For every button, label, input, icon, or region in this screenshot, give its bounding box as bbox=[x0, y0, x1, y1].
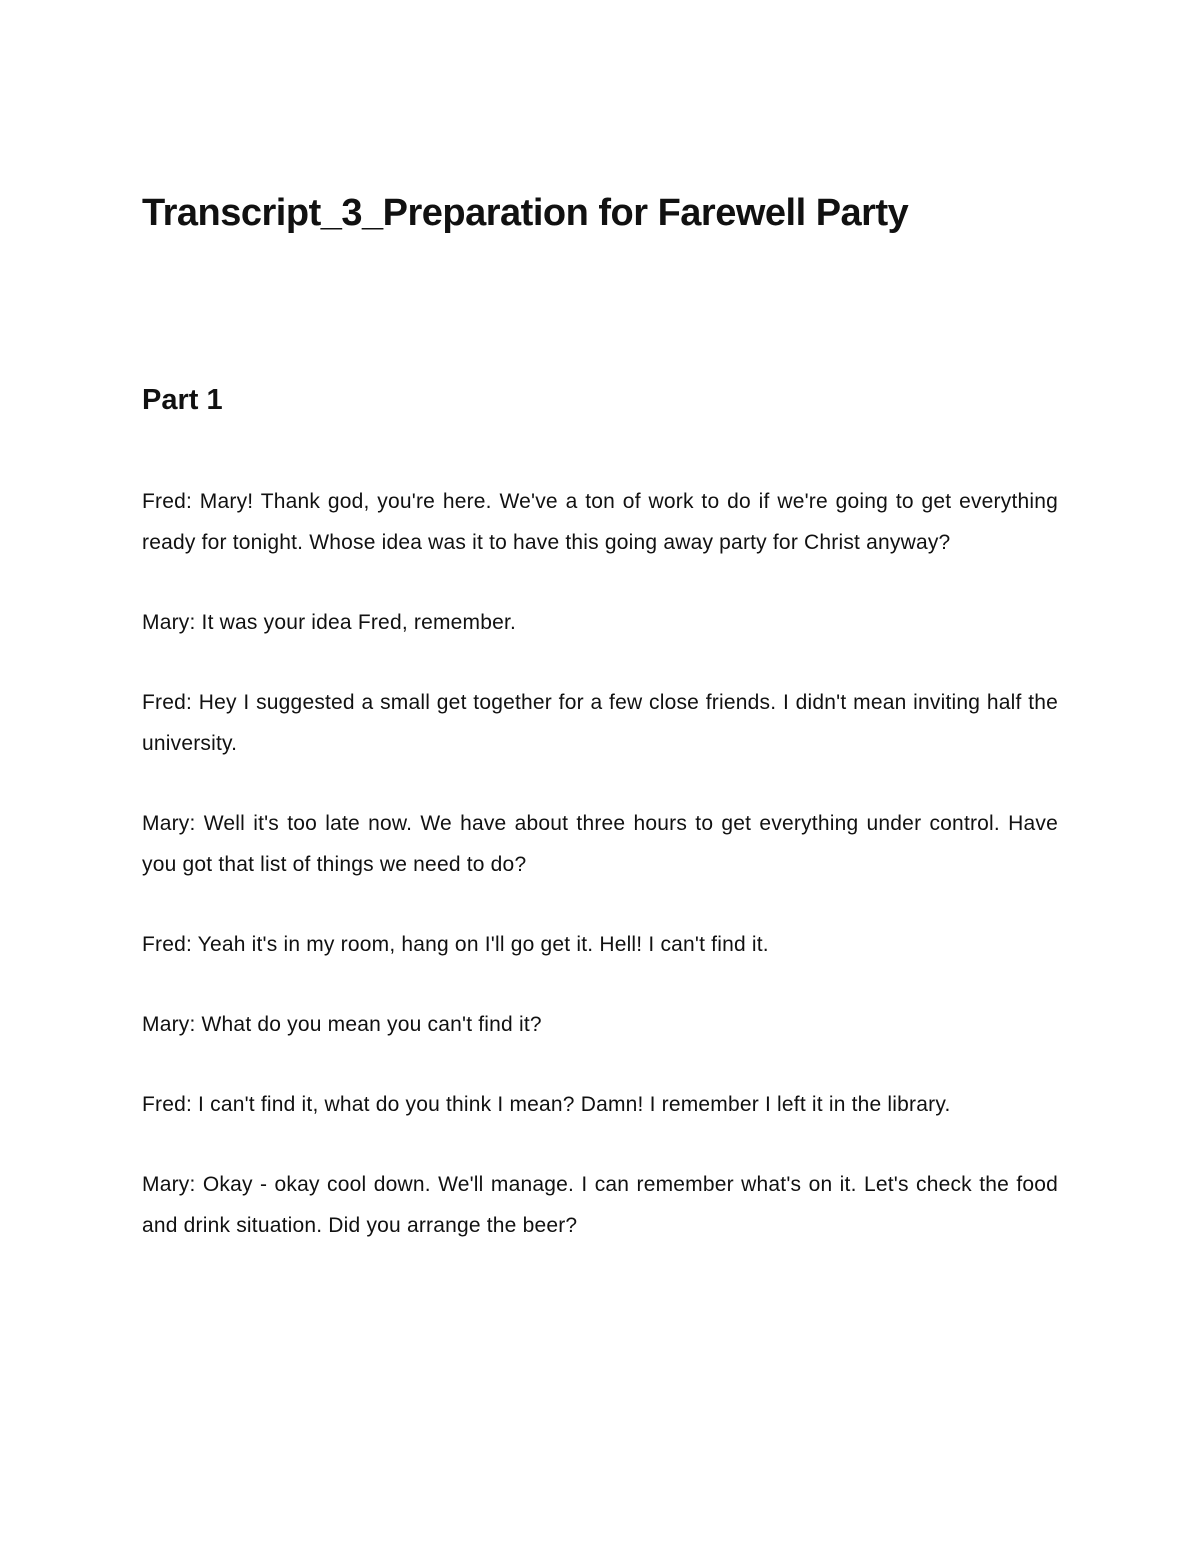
transcript-paragraph: Mary: Okay - okay cool down. We'll manage. I can remember what's on it. Let's check the food and drink situation. Did you arrange the beer? bbox=[142, 1173, 1058, 1237]
transcript-paragraph: Mary: It was your idea Fred, remember. bbox=[142, 611, 517, 634]
transcript-paragraph: Fred: Hey I suggested a small get together for a few close friends. I didn't mean inviting half the university. bbox=[142, 691, 1058, 755]
transcript-paragraph: Fred: Mary! Thank god, you're here. We've a ton of work to do if we're going to get everything ready for tonight. Whose idea was it to have this going away party for Christ anyway? bbox=[142, 490, 1058, 554]
transcript-paragraph: Mary: What do you mean you can't find it? bbox=[142, 1013, 542, 1036]
transcript-body bbox=[142, 481, 1058, 1285]
transcript-paragraph: Fred: Yeah it's in my room, hang on I'll go get it. Hell! I can't find it. bbox=[142, 933, 769, 956]
transcript-paragraph: Mary: Well it's too late now. We have about three hours to get everything under control. Have you got that list of things we need to do? bbox=[142, 812, 1058, 876]
part-heading: Part 1 bbox=[142, 384, 223, 416]
transcript-paragraph: Fred: I can't find it, what do you think I mean? Damn! I remember I left it in the library. bbox=[142, 1093, 951, 1116]
document-title: Transcript_3_Preparation for Farewell Party bbox=[142, 192, 909, 234]
